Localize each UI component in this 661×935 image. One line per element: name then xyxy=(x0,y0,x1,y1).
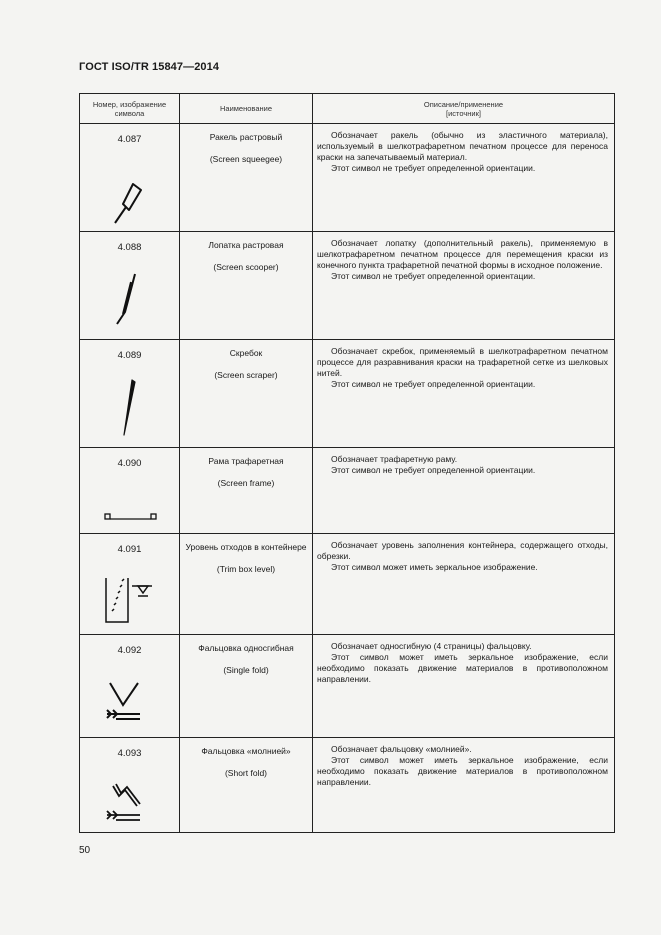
symbol-cell xyxy=(80,124,180,232)
symbol-name-en: (Single fold) xyxy=(223,665,269,675)
description-note: Этот символ может иметь зеркальное изображение, если необходимо показать движение материалов в противоположном направлении. xyxy=(317,755,608,787)
table-row xyxy=(80,738,615,833)
trim-box-level-icon xyxy=(80,534,180,635)
page-number: 50 xyxy=(79,845,91,856)
description-text: Обозначает односгибную (4 страницы) фальцовку. xyxy=(331,641,532,651)
symbol-name-en: (Screen scooper) xyxy=(213,262,279,272)
symbol-number: 4.088 xyxy=(117,242,142,253)
table-row xyxy=(80,124,615,232)
header-name: Наименование xyxy=(180,94,313,124)
symbol-cell xyxy=(80,340,180,448)
description-cell xyxy=(313,124,615,232)
symbol-number: 4.091 xyxy=(117,544,142,555)
description-cell xyxy=(313,232,615,340)
description-text: Обозначает уровень заполнения контейнера, содержащего отходы, обрезки. xyxy=(317,540,608,561)
name-cell xyxy=(180,340,313,448)
symbol-name-en: (Short fold) xyxy=(224,768,268,778)
name-cell xyxy=(180,232,313,340)
description-cell xyxy=(313,340,615,448)
header-number xyxy=(80,94,180,124)
table-row xyxy=(80,635,615,738)
name-cell xyxy=(180,738,313,833)
screen-squeegee-icon xyxy=(80,124,180,232)
description-text: Обозначает трафаретную раму. xyxy=(331,454,458,464)
description-note: Этот символ не требует определенной ориентации. xyxy=(331,163,536,173)
description-note: Этот символ может иметь зеркальное изображение. xyxy=(331,562,538,572)
description-cell xyxy=(313,635,615,738)
description-text: Обозначает ракель (обычно из эластичного материала), используемый в шелкотрафаретном печатном процессе для переноса краски на запечатываемый материал. xyxy=(317,130,608,162)
description-note: Этот символ может иметь зеркальное изображение, если необходимо показать движение материалов в противоположном направлении. xyxy=(317,652,608,684)
symbol-number: 4.087 xyxy=(117,134,142,145)
screen-frame-icon xyxy=(80,448,180,534)
table-row xyxy=(80,534,615,635)
symbol-name-ru: Уровень отходов в контейнере xyxy=(185,542,307,552)
symbol-number: 4.090 xyxy=(117,458,142,469)
table-header-row xyxy=(80,94,615,124)
symbols-table xyxy=(79,93,615,833)
description-text: Обозначает лопатку (дополнительный ракель), применяемую в шелкотрафаретном печатном процессе для перемещения краски из конечного пункта трафаретной печатной формы в исходное положение. xyxy=(317,238,608,270)
symbol-name-ru: Фальцовка односгибная xyxy=(198,643,294,653)
name-cell xyxy=(180,448,313,534)
header-description-line1: Описание/применение xyxy=(423,99,504,109)
description-cell xyxy=(313,534,615,635)
symbol-cell xyxy=(80,232,180,340)
description-note: Этот символ не требует определенной ориентации. xyxy=(331,271,536,281)
short-fold-icon xyxy=(80,738,180,833)
symbol-name-en: (Screen scraper) xyxy=(214,370,278,380)
document-title: ГОСТ ISO/TR 15847—2014 xyxy=(79,61,220,73)
symbol-number: 4.092 xyxy=(117,645,142,656)
symbol-cell xyxy=(80,534,180,635)
description-note: Этот символ не требует определенной ориентации. xyxy=(331,465,536,475)
symbol-name-ru: Скребок xyxy=(229,348,263,358)
symbol-name-en: (Screen squeegee) xyxy=(209,154,283,164)
symbol-name-ru: Фальцовка «молнией» xyxy=(201,746,291,756)
single-fold-icon xyxy=(80,635,180,738)
description-cell xyxy=(313,448,615,534)
description-note: Этот символ не требует определенной ориентации. xyxy=(331,379,536,389)
screen-scooper-icon xyxy=(80,232,180,340)
symbol-name-en: (Trim box level) xyxy=(216,564,276,574)
name-cell xyxy=(180,635,313,738)
symbol-number: 4.093 xyxy=(117,748,142,759)
table-row xyxy=(80,448,615,534)
symbol-number: 4.089 xyxy=(117,350,142,361)
table-row xyxy=(80,340,615,448)
name-cell xyxy=(180,124,313,232)
symbol-cell xyxy=(80,635,180,738)
header-description xyxy=(313,94,615,124)
table-row xyxy=(80,232,615,340)
header-number-line2: символа xyxy=(114,108,145,118)
description-text: Обозначает скребок, применяемый в шелкотрафаретном печатном процессе для разравнивания краски на трафаретной сетке из шелковых нитей. xyxy=(317,346,608,378)
header-number-line1: Номер, изображение xyxy=(92,99,167,109)
symbol-name-ru: Рама трафаретная xyxy=(208,456,284,466)
name-cell xyxy=(180,534,313,635)
symbol-cell xyxy=(80,738,180,833)
description-cell xyxy=(313,738,615,833)
symbol-name-ru: Лопатка растровая xyxy=(208,240,284,250)
header-description-line2: [источник] xyxy=(446,108,481,118)
screen-scraper-icon xyxy=(80,340,180,448)
symbol-cell xyxy=(80,448,180,534)
description-text: Обозначает фальцовку «молнией». xyxy=(331,744,472,754)
symbol-name-ru: Ракель растровый xyxy=(209,132,283,142)
symbol-name-en: (Screen frame) xyxy=(217,478,275,488)
